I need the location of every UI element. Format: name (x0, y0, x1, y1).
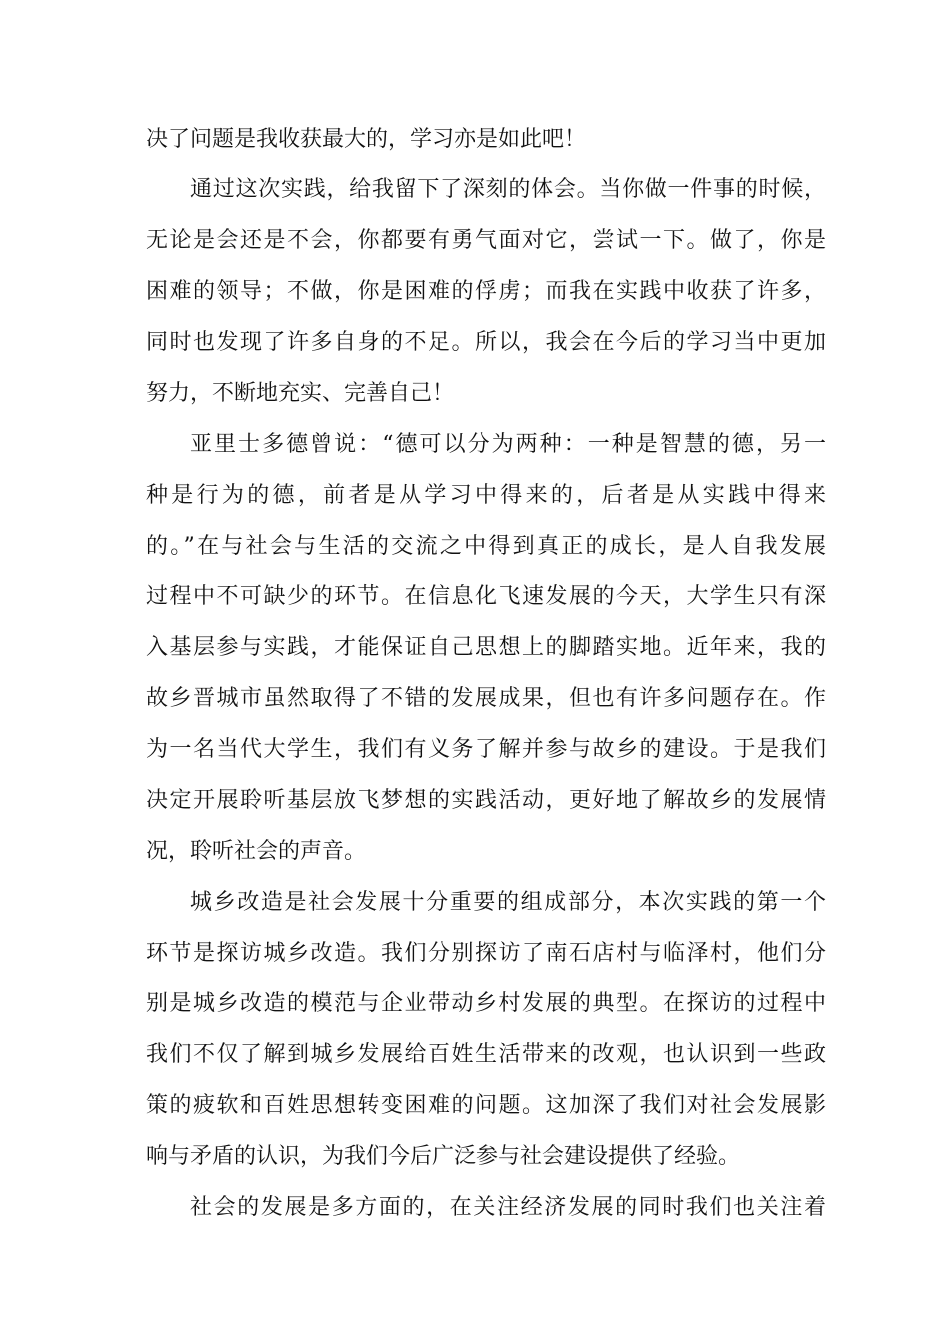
text-line: 策的疲软和百姓思想转变困难的问题。这加深了我们对社会发展影 (146, 1093, 826, 1118)
text-line: 决了问题是我收获最大的，学习亦是如此吧！ (146, 127, 587, 152)
text-line: 为一名当代大学生，我们有义务了解并参与故乡的建设。于是我们 (146, 737, 826, 762)
text-line: 别是城乡改造的模范与企业带动乡村发展的典型。在探访的过程中 (146, 991, 826, 1016)
text-line: 环节是探访城乡改造。我们分别探访了南石店村与临泽村，他们分 (146, 941, 826, 966)
text-line: 同时也发现了许多自身的不足。所以，我会在今后的学习当中更加 (146, 330, 826, 355)
text-line: 努力，不断地充实、完善自己！ (146, 381, 455, 406)
text-line: 困难的领导；不做，你是困难的俘虏；而我在实践中收获了许多， (146, 279, 826, 304)
text-line: 无论是会还是不会，你都要有勇气面对它，尝试一下。做了，你是 (146, 228, 826, 253)
text-line: 入基层参与实践，才能保证自己思想上的脚踏实地。近年来，我的 (146, 635, 826, 660)
text-line: 响与矛盾的认识，为我们今后广泛参与社会建设提供了经验。 (146, 1144, 741, 1169)
text-line: 的。”在与社会与生活的交流之中得到真正的成长，是人自我发展 (146, 534, 826, 559)
text-line: 社会的发展是多方面的，在关注经济发展的同时我们也关注着 (190, 1195, 826, 1220)
text-line: 过程中不可缺少的环节。在信息化飞速发展的今天，大学生只有深 (146, 584, 826, 609)
text-line: 通过这次实践，给我留下了深刻的体会。当你做一件事的时候， (190, 177, 826, 202)
text-line: 故乡晋城市虽然取得了不错的发展成果，但也有许多问题存在。作 (146, 686, 826, 711)
text-line: 城乡改造是社会发展十分重要的组成部分，本次实践的第一个 (190, 890, 826, 915)
text-line: 亚里士多德曾说：“德可以分为两种：一种是智慧的德，另一 (190, 432, 826, 457)
text-line: 种是行为的德，前者是从学习中得来的，后者是从实践中得来 (146, 483, 826, 508)
text-line: 况，聆听社会的声音。 (146, 839, 367, 864)
text-line: 我们不仅了解到城乡发展给百姓生活带来的改观，也认识到一些政 (146, 1042, 826, 1067)
text-line: 决定开展聆听基层放飞梦想的实践活动，更好地了解故乡的发展情 (146, 788, 826, 813)
